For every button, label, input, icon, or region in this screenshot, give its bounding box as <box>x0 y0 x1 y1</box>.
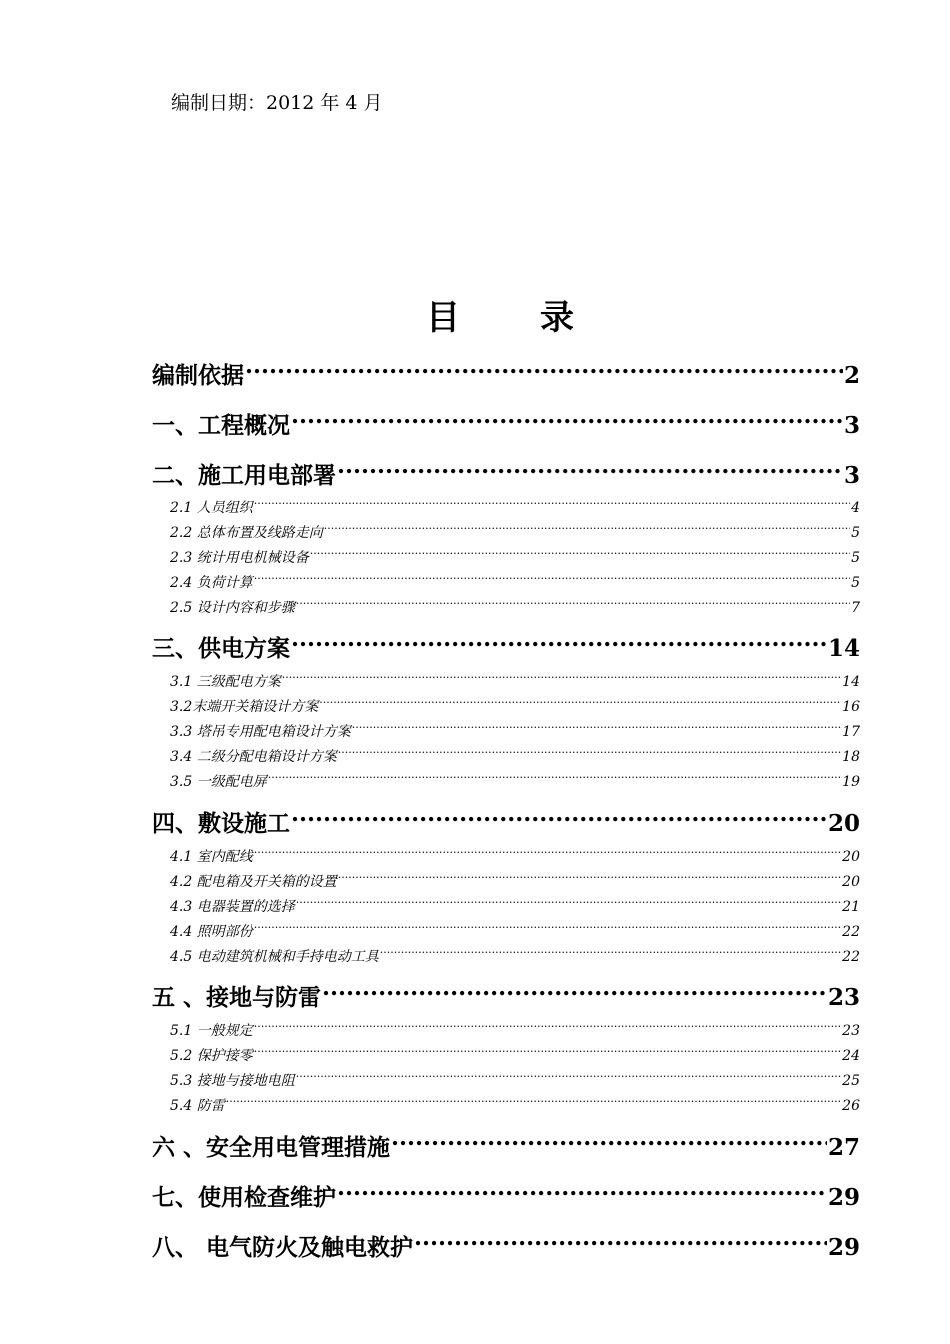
toc-subentry[interactable] <box>170 540 860 566</box>
toc-entry-page: 25 <box>842 1073 860 1089</box>
toc-entry-label: 2.1 人员组织 <box>170 500 253 516</box>
toc-entry[interactable] <box>152 1171 860 1211</box>
toc-entry-page: 20 <box>827 810 860 837</box>
toc-leader <box>319 689 841 711</box>
toc-leader <box>254 565 850 587</box>
toc-title <box>0 296 950 340</box>
toc-entry-page: 26 <box>842 1098 860 1114</box>
toc-leader <box>337 449 843 483</box>
toc-entry-page: 29 <box>827 1234 860 1261</box>
toc-leader <box>268 764 841 786</box>
toc-leader <box>391 1121 827 1155</box>
toc-leader <box>324 515 850 537</box>
toc-subentry[interactable] <box>170 889 860 915</box>
toc-entry-label: 2.4 负荷计算 <box>170 575 253 591</box>
toc-leader <box>337 1171 827 1205</box>
toc-leader <box>338 864 841 886</box>
toc-entry-label: 4.4 照明部份 <box>170 924 253 940</box>
toc-subentry[interactable] <box>170 689 860 715</box>
toc-leader <box>296 889 841 911</box>
toc-entry-page: 22 <box>842 949 860 965</box>
toc-entry-label: 3.2末端开关箱设计方案 <box>170 699 319 715</box>
toc-leader <box>254 1013 841 1035</box>
toc-entry-label: 5.4 防雷 <box>170 1098 225 1114</box>
toc-leader <box>380 939 841 961</box>
toc-leader <box>322 971 827 1005</box>
toc-leader <box>254 1038 841 1060</box>
toc-subentry[interactable] <box>170 1038 860 1064</box>
toc-entry[interactable] <box>152 349 860 389</box>
toc-subentry[interactable] <box>170 590 860 616</box>
toc-entry-page: 5 <box>851 525 860 541</box>
compile-date: 编制日期：2012 年 4 月 <box>171 92 383 114</box>
toc-entry[interactable] <box>152 1221 860 1261</box>
toc-title-char: 目 <box>426 298 460 338</box>
toc-entry-label: 4.3 电器装置的选择 <box>170 899 295 915</box>
toc-leader <box>245 349 843 383</box>
toc-subentry[interactable] <box>170 864 860 890</box>
toc-entry-page: 24 <box>842 1048 860 1064</box>
toc-entry-label: 5.3 接地与接地电阻 <box>170 1073 295 1089</box>
toc-entry-page: 22 <box>842 924 860 940</box>
toc-entry-label: 六 、安全用电管理措施 <box>152 1134 391 1161</box>
toc-leader <box>296 1063 841 1085</box>
toc-entry-label: 四、敷设施工 <box>152 810 290 837</box>
toc-entry-label: 3.5 一级配电屏 <box>170 774 267 790</box>
toc-subentry[interactable] <box>170 565 860 591</box>
toc-subentry[interactable] <box>170 515 860 541</box>
toc-subentry[interactable] <box>170 714 860 740</box>
toc-entry-label: 4.5 电动建筑机械和手持电动工具 <box>170 949 379 965</box>
toc-leader <box>282 664 841 686</box>
toc-leader <box>291 399 843 433</box>
toc-leader <box>414 1221 827 1255</box>
toc-entry-page: 3 <box>843 412 860 439</box>
toc-entry-page: 27 <box>827 1134 860 1161</box>
toc-entry-page: 20 <box>842 874 860 890</box>
toc-entry-label: 编制依据 <box>152 362 244 389</box>
toc-entry[interactable] <box>152 971 860 1011</box>
toc-entry-page: 29 <box>827 1184 860 1211</box>
toc-entry-page: 4 <box>851 500 860 516</box>
toc-entry-page: 2 <box>843 362 860 389</box>
toc-entry-label: 2.2 总体布置及线路走向 <box>170 525 323 541</box>
toc-entry-label: 3.4 二级分配电箱设计方案 <box>170 749 337 765</box>
toc-entry-label: 5.1 一般规定 <box>170 1023 253 1039</box>
toc-entry-label: 五 、接地与防雷 <box>152 984 322 1011</box>
toc-entry[interactable] <box>152 449 860 489</box>
toc-entry-page: 16 <box>842 699 860 715</box>
toc-entry-page: 5 <box>851 575 860 591</box>
toc-subentry[interactable] <box>170 1063 860 1089</box>
toc-leader <box>254 490 850 512</box>
toc-entry-page: 23 <box>827 984 860 1011</box>
toc-leader <box>226 1088 841 1110</box>
toc-entry-page: 23 <box>842 1023 860 1039</box>
toc-leader <box>254 914 841 936</box>
toc-subentry[interactable] <box>170 490 860 516</box>
toc-entry-label: 二、施工用电部署 <box>152 462 336 489</box>
toc-leader <box>352 714 841 736</box>
toc-entry-label: 2.5 设计内容和步骤 <box>170 600 295 616</box>
toc-entry-label: 4.2 配电箱及开关箱的设置 <box>170 874 337 890</box>
toc-subentry[interactable] <box>170 839 860 865</box>
toc-entry-page: 20 <box>842 849 860 865</box>
toc-title-char: 录 <box>540 298 574 338</box>
toc-entry-page: 18 <box>842 749 860 765</box>
toc-entry-label: 5.2 保护接零 <box>170 1048 253 1064</box>
toc-entry-page: 5 <box>851 550 860 566</box>
toc-subentry[interactable] <box>170 939 860 965</box>
toc-entry-label: 八、 电气防火及触电救护 <box>152 1234 414 1261</box>
toc-entry-label: 3.3 塔吊专用配电箱设计方案 <box>170 724 351 740</box>
toc-entry[interactable] <box>152 399 860 439</box>
toc-entry[interactable] <box>152 1121 860 1161</box>
toc-subentry[interactable] <box>170 764 860 790</box>
toc-entry-page: 14 <box>842 674 860 690</box>
toc-subentry[interactable] <box>170 914 860 940</box>
toc-leader <box>291 622 827 656</box>
toc-entry-label: 一、工程概况 <box>152 412 290 439</box>
toc-entry-page: 3 <box>843 462 860 489</box>
toc-leader <box>296 590 850 612</box>
toc-entry-page: 7 <box>851 600 860 616</box>
toc-entry-page: 17 <box>842 724 860 740</box>
toc-leader <box>310 540 850 562</box>
toc-leader <box>291 797 827 831</box>
toc-entry[interactable] <box>152 622 860 662</box>
toc-subentry[interactable] <box>170 739 860 765</box>
toc-entry-label: 4.1 室内配线 <box>170 849 253 865</box>
toc-entry-page: 19 <box>842 774 860 790</box>
toc-entry-page: 14 <box>827 635 860 662</box>
toc-entry[interactable] <box>152 797 860 837</box>
toc-entry-label: 3.1 三级配电方案 <box>170 674 281 690</box>
toc-leader <box>338 739 841 761</box>
toc-entry-label: 2.3 统计用电机械设备 <box>170 550 309 566</box>
toc-entry-page: 21 <box>842 899 860 915</box>
toc-subentry[interactable] <box>170 1013 860 1039</box>
toc-subentry[interactable] <box>170 664 860 690</box>
toc-leader <box>254 839 841 861</box>
toc-entry-label: 七、使用检查维护 <box>152 1184 336 1211</box>
toc-subentry[interactable] <box>170 1088 860 1114</box>
toc-entry-label: 三、供电方案 <box>152 635 290 662</box>
